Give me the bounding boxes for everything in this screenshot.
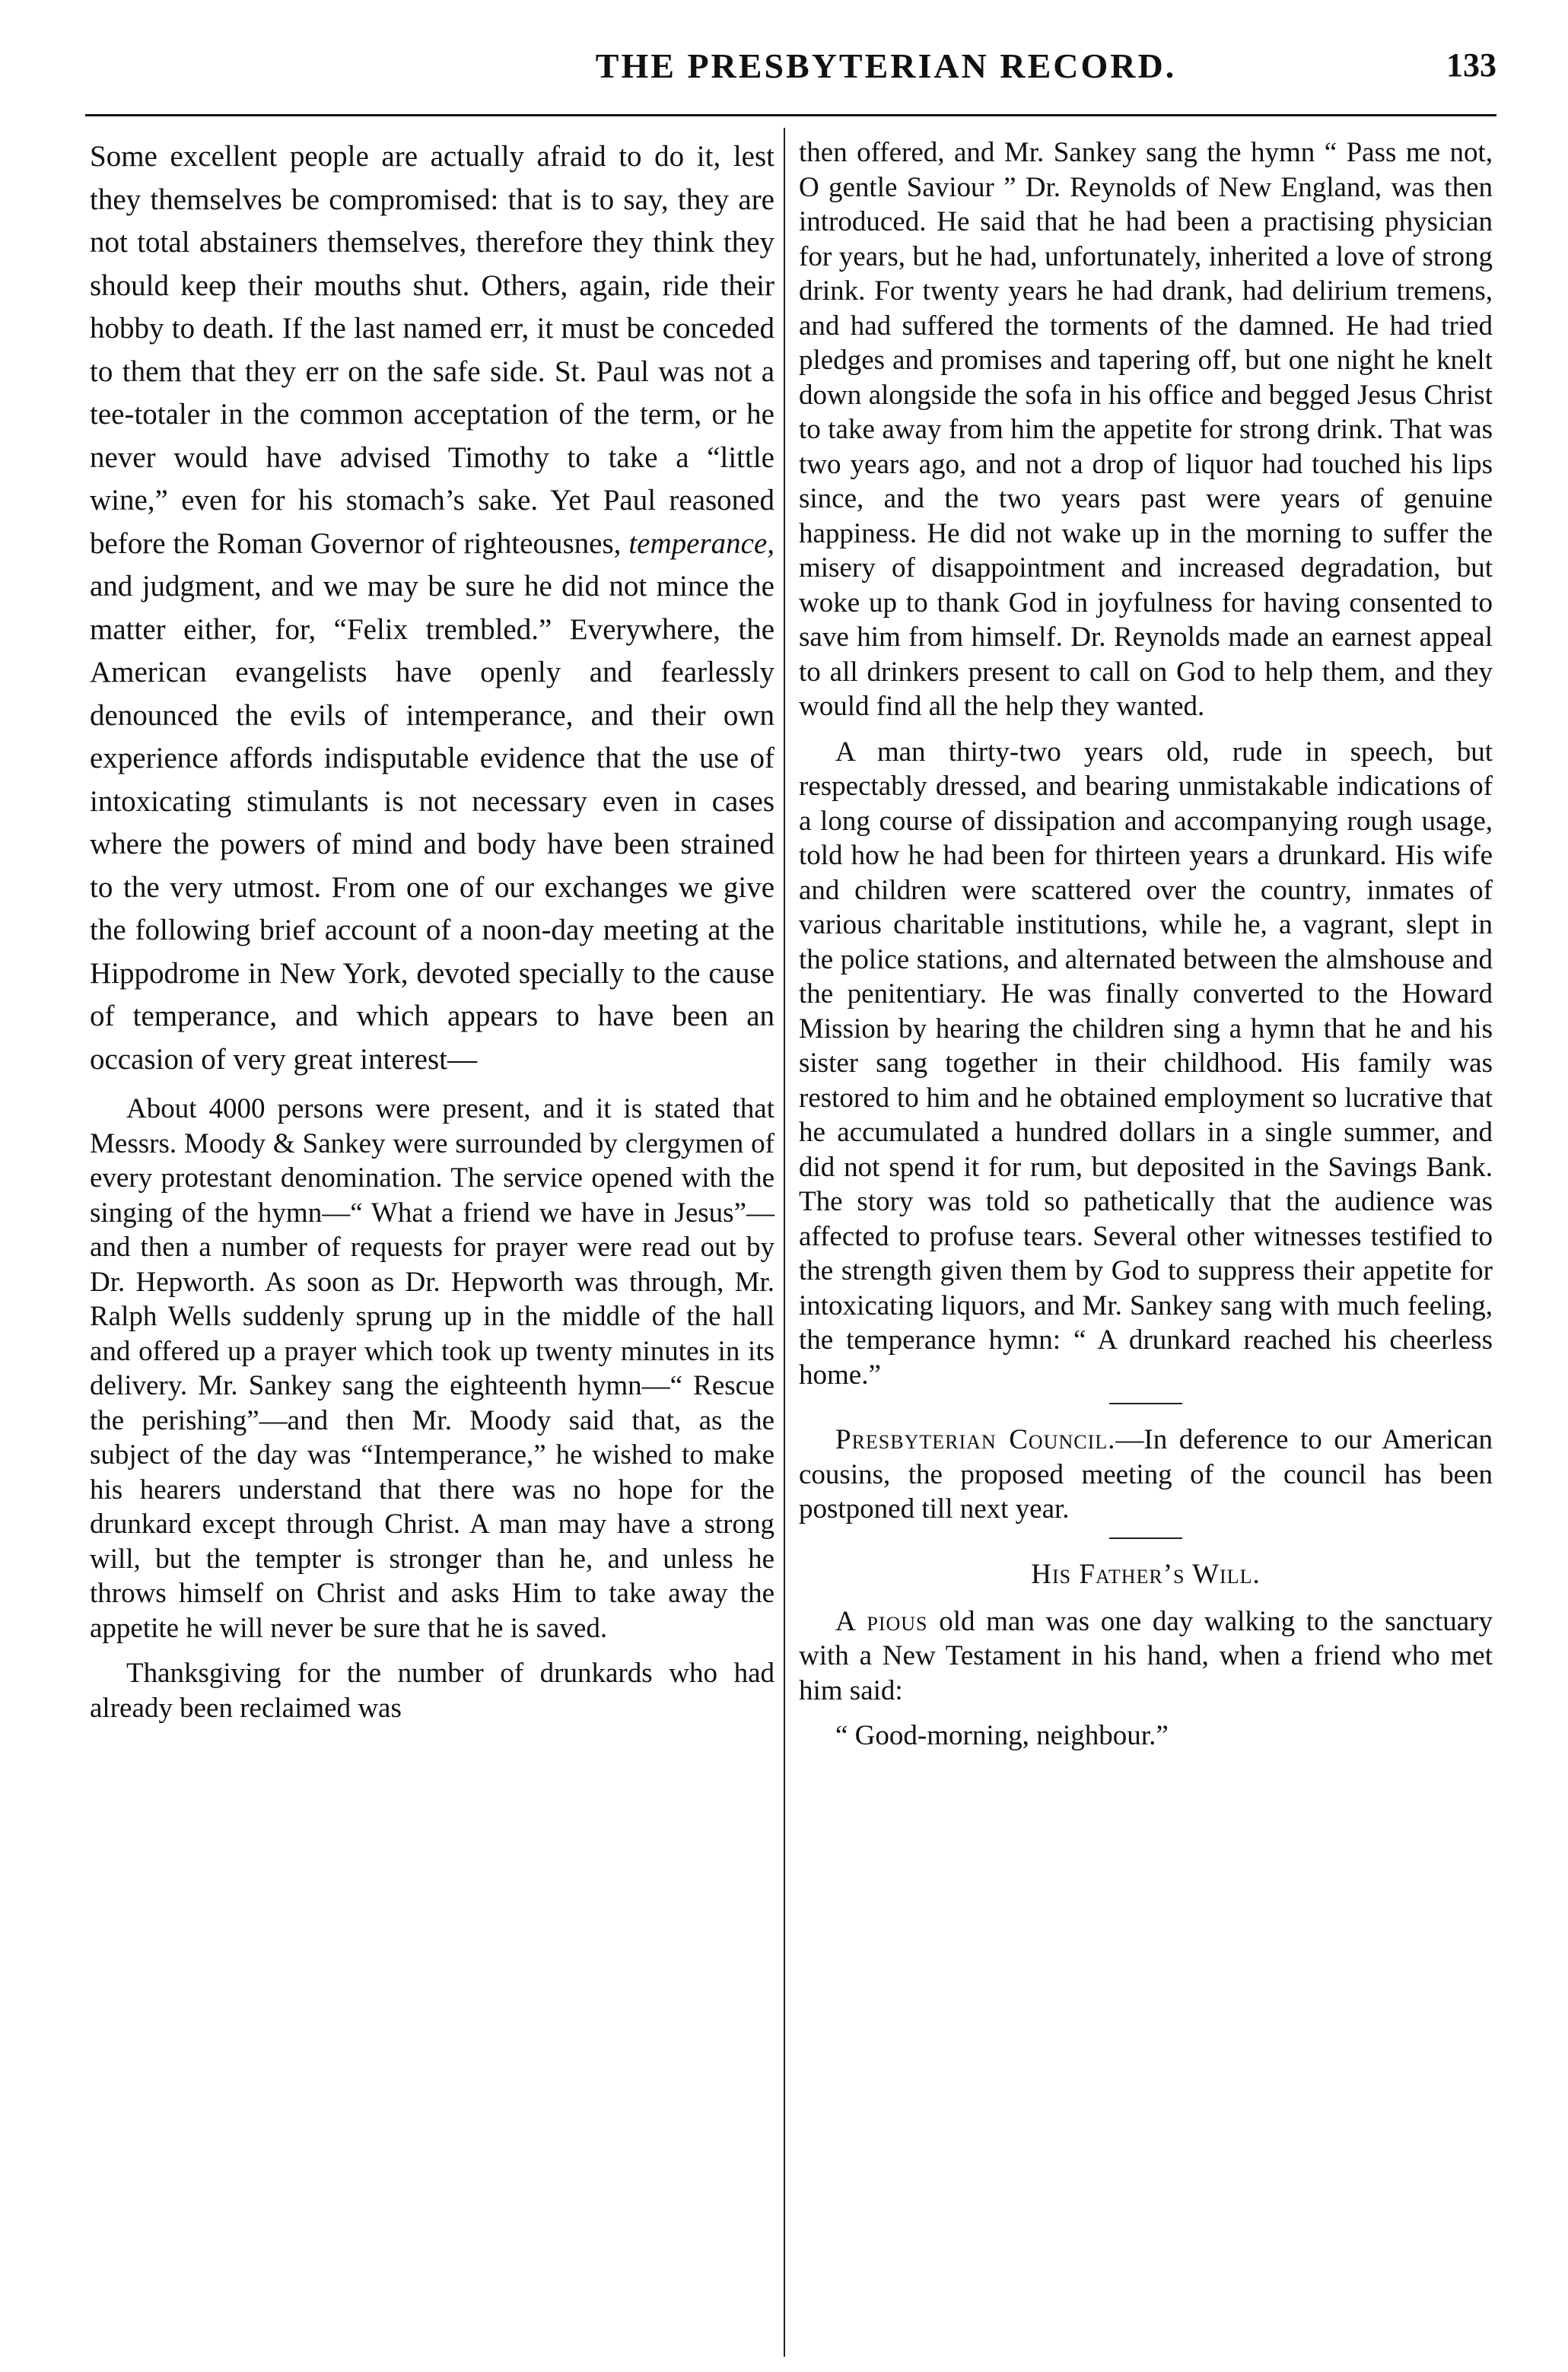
publication-title: THE PRESBYTERIAN RECORD.	[595, 46, 1177, 85]
header-rule	[85, 114, 1496, 116]
story-heading: His Father’s Will.	[1031, 1558, 1261, 1590]
page-number: 133	[1446, 46, 1496, 84]
section-separator-2	[1109, 1537, 1182, 1539]
council-label: Presbyterian Council.	[835, 1424, 1116, 1455]
editorial-text-a: Some excellent people are actually afraid to do it, lest they themselves be compromised: that is to say, they are not total abstainers themselves, therefore they think they should keep their mouths shut. Others, again, ride their hobby to death. If the last named err, it must be conceded to them that they err on the safe side. St. Paul was not a tee-totaler in the common acceptation of the term, or he never would have advised Timothy to take a “little wine,” even for his stomach’s sake. Yet Paul reasoned before the Roman Governor of righteousnes,	[90, 140, 774, 560]
council-text: —In deference to our American cousins, the proposed meeting of the council has been postponed till next year.	[799, 1424, 1493, 1525]
editorial-text-b: and judgment, and we may be sure he did not mince the matter either, for, “Felix trembled.” Everywhere, the American evangelists have openly and fearlessly denounced the evils of intemperance, and their own experience affords indisputable evidence that the use of intoxicating stimulants is not necessary even in cases where the powers of mind and body have been strained to the very utmost. From one of our exchanges we give the following brief account of a noon-day meeting at the Hippodrome in New York, devoted specially to the cause of temperance, and which appears to have been an occasion of very great interest—	[90, 570, 774, 1076]
page-header	[85, 38, 1496, 99]
story-text: old man was one day walking to the sanctuary with a New Testament in his hand, when a friend who met him said:	[799, 1605, 1493, 1706]
meeting-report	[90, 1092, 774, 1725]
reynolds-paragraph: then offered, and Mr. Sankey sang the hymn “ Pass me not, O gentle Saviour ” Dr. Reynolds of New England, was then introduced. He said that he had been a practising physician for years, but he had, unfortunately, inherited a love of strong drink. For twenty years he had drank, had delirium tremens, and had suffered the torments of the damned. He had tried pledges and promises and tapering off, but one night he knelt down alongside the sofa in his office and begged Jesus Christ to take away from him the appetite for strong drink. That was two years ago, and not a drop of liquor had touched his lips since, and the two years past were years of genuine happiness. He did not wake up in the morning to suffer the misery of disappointment and increased degradation, but woke up to thank God in joyfulness for having consented to save him from himself. Dr. Reynolds made an earnest appeal to all drinkers present to call on God to help them, and they would find all the help they wanted.	[799, 137, 1493, 722]
council-paragraph	[799, 1423, 1493, 1527]
story-quote: “ Good-morning, neighbour.”	[835, 1720, 1169, 1751]
story-paragraph	[799, 1604, 1493, 1709]
editorial-section	[90, 135, 774, 1081]
left-column	[90, 135, 774, 1736]
editorial-italic-word: temperance,	[628, 526, 775, 560]
thanksgiving-paragraph: Thanksgiving for the number of drunkards who had already been reclaimed was	[90, 1658, 774, 1724]
meeting-paragraph: About 4000 persons were present, and it is stated that Messrs. Moody & Sankey were surrounded by clergymen of every protestant denomination. The service opened with the singing of the hymn—“ What a friend we have in Jesus”—and then a number of requests for prayer were read out by Dr. Hepworth. As soon as Dr. Hepworth was through, Mr. Ralph Wells suddenly sprung up in the middle of the hall and offered up a prayer which took up twenty minutes in its delivery. Mr. Sankey sang the eighteenth hymn—“ Rescue the perishing”—and then Mr. Moody said that, as the subject of the day was “Intemperance,” he wished to make his hearers understand that there was no hope for the drunkard except through Christ. A man may have a strong will, but the tempter is stronger than he, and unless he throws himself on Christ and asks Him to take away the appetite he will never be sure that he is saved.	[90, 1093, 774, 1644]
drunkard-paragraph: A man thirty-two years old, rude in speech, but respectably dressed, and bearing unmistakable indications of a long course of dissipation and accompanying rough usage, told how he had been for thirteen years a drunkard. His wife and children were scattered over the country, inmates of various charitable institutions, while he, a vagrant, slept in the police stations, and alternated between the almshouse and the penitentiary. He was finally converted to the Howard Mission by hearing the children sing a hymn that he and his sister sang together in their childhood. His family was restored to him and he obtained employment so lucrative that he accumulated a hundred dollars in a single summer, and did not spend it for rum, but deposited in the Savings Bank. The story was told so pathetically that the audience was affected to profuse tears. Several other witnesses testified to the strength given them by God to suppress their appetite for intoxicating liquors, and Mr. Sankey sang with much feeling, the temperance hymn: “ A drunkard reached his cheerless home.”	[799, 736, 1493, 1391]
section-separator	[1109, 1403, 1182, 1404]
right-column	[799, 135, 1493, 1764]
story-lead: A pious	[835, 1605, 928, 1637]
column-divider	[784, 128, 785, 2357]
editorial-paragraph	[90, 135, 774, 1081]
